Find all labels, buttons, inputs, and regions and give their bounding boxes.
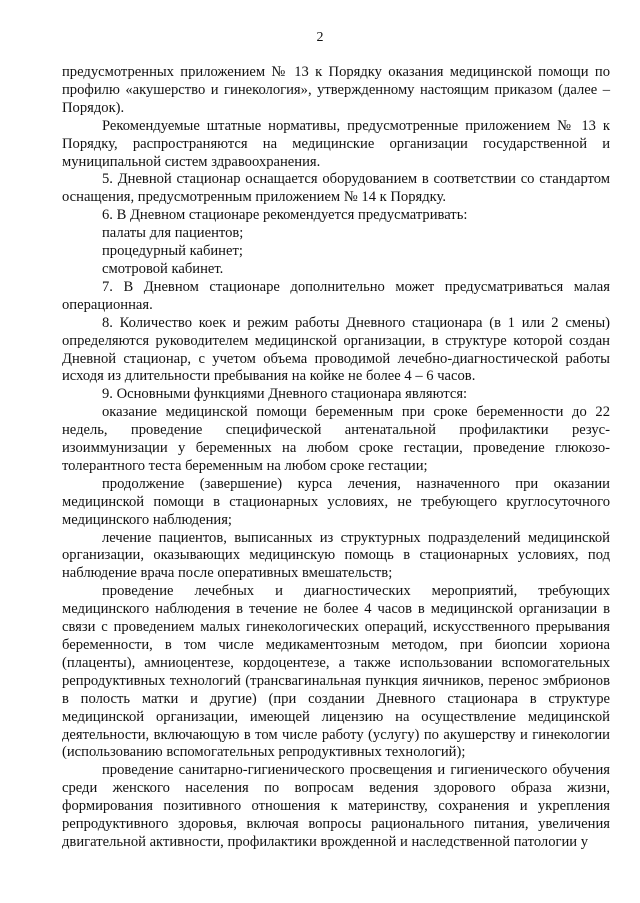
list-item-exam-room: смотровой кабинет.: [102, 260, 224, 277]
paragraph-item-6: 6. В Дневном стационаре рекомендуется предусматривать:: [102, 207, 468, 224]
list-item-wards: палаты для пациентов;: [102, 225, 244, 242]
paragraph-staffing-norms: Рекомендуемые штатные нормативы, предусмотренные приложением № 13 к Порядку, распространяются на медицинские организации государственной и муниципальной систем здравоохранения.: [62, 117, 610, 170]
paragraph-item-8: 8. Количество коек и режим работы Дневного стационара (в 1 или 2 смены) определяются руководителем медицинской организации, в структуре которой создан Дневной стационар, с учетом объема проводимой лечебно-диагностической работы исходя из длительности пребывания на койке не более 4 – 6 часов.: [62, 314, 610, 385]
list-item-procedure-room: процедурный кабинет;: [102, 243, 243, 260]
paragraph-continuation: предусмотренных приложением № 13 к Порядку оказания медицинской помощи по профилю «акушерство и гинекология», утвержденному настоящим приказом (далее – Порядок).: [62, 64, 610, 116]
page-number: 2: [316, 30, 324, 45]
function-item-continued-treatment: продолжение (завершение) курса лечения, назначенного при оказании медицинской помощи в стационарных условиях, не требующего круглосуточного медицинского наблюдения;: [62, 475, 610, 528]
function-item-pregnancy-care: оказание медицинской помощи беременным при сроке беременности до 22 недель, проведение специфической антенатальной профилактики резус-изоиммунизации у беременных на любом сроке гестации, проведение глюкозо-толерантного теста беременным на любом сроке гестации;: [62, 404, 610, 474]
paragraph-item-9: 9. Основными функциями Дневного стационара являются:: [102, 386, 468, 403]
paragraph-item-7: 7. В Дневном стационаре дополнительно может предусматриваться малая операционная.: [62, 278, 610, 313]
function-item-education: проведение санитарно-гигиенического просвещения и гигиенического обучения среди женского населения по вопросам ведения здорового образа жизни, формирования позитивного отношения к материнству, сохранения и укрепления репродуктивного здоровья, включая вопросы рационального питания, увеличения двигательной активности, профилактики врожденной и наследственной патологии у: [62, 762, 610, 850]
paragraph-item-5: 5. Дневной стационар оснащается оборудованием в соответствии со стандартом оснащения, предусмотренным приложением № 14 к Порядку.: [62, 171, 610, 206]
function-item-procedures: проведение лечебных и диагностических мероприятий, требующих медицинского наблюдения в течение не более 4 часов в медицинской организации в связи с проведением малых гинекологических операций, искусственного прерывания беременности, в том числе медикаментозным методом, при биопсии хориона (плаценты), амниоцентезе, кордоцентезе, а также использовании вспомогательных репродуктивных технологий (трансвагинальная пункция яичников, перенос эмбрионов в полость матки и другие) (при создании Дневного стационара в структуре медицинской организации, имеющей лицензию на осуществление медицинской деятельности, включающую в том числе работу (услугу) по акушерству и гинекологии (использованию вспомогательных репродуктивных технологий);: [62, 583, 610, 761]
function-item-post-discharge: лечение пациентов, выписанных из структурных подразделений медицинской организации, оказывающих медицинскую помощь в стационарных условиях, под наблюдение врача после оперативных вмешательств;: [62, 529, 610, 582]
document-body: [62, 64, 610, 852]
